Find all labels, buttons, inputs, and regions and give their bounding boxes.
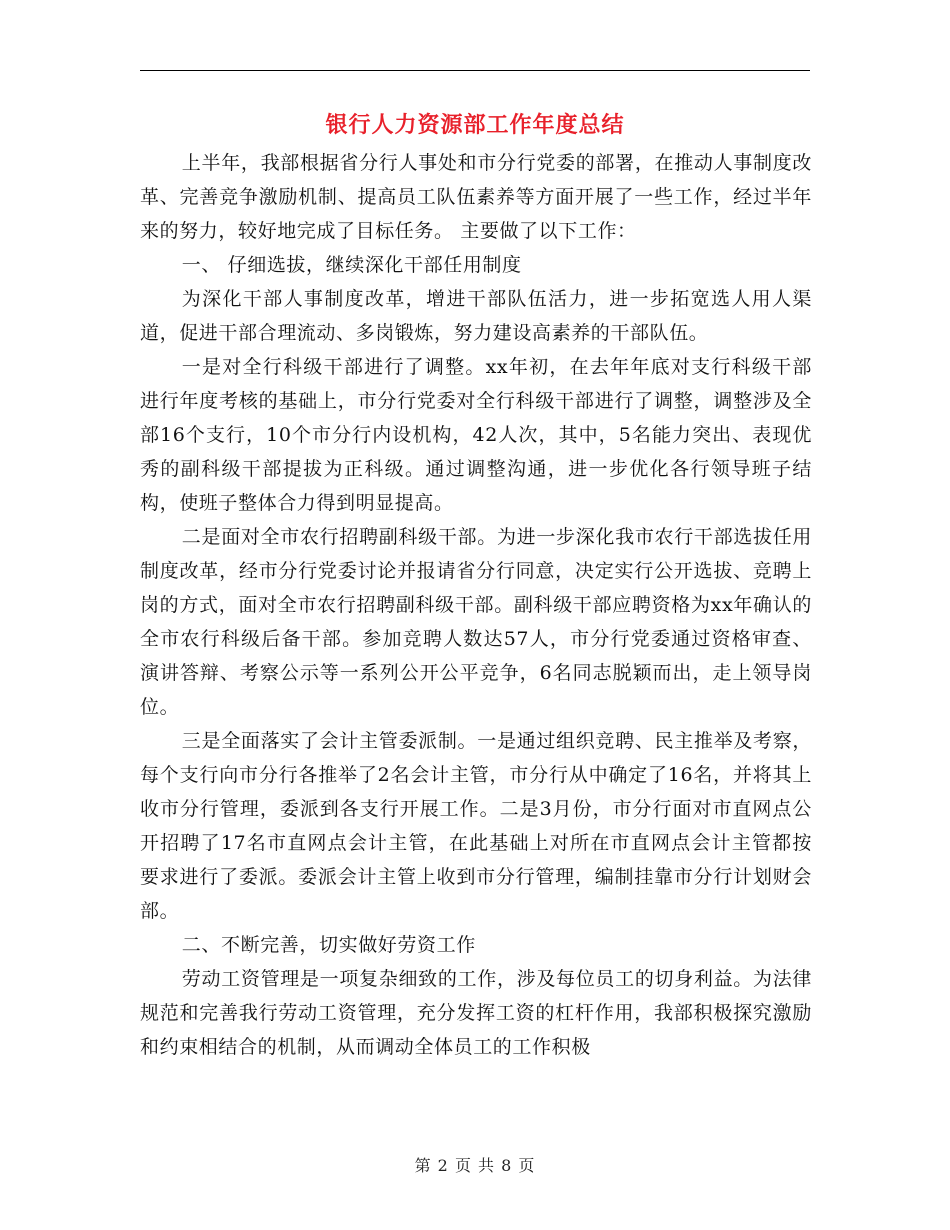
paragraph: 三是全面落实了会计主管委派制。一是通过组织竞聘、民主推举及考察，每个支行向市分行各推举了2名会计主管，市分行从中确定了16名，并将其上收市分行管理，委派到各支行开展工作。二是3月份，市分行面对市直网点公开招聘了17名市直网点会计主管，在此基础上对所在市直网点会计主管都按要求进行了委派。委派会计主管上收到市分行管理，编制挂靠市分行计划财会部。 bbox=[140, 730, 812, 922]
paragraph: 二是面对全市农行招聘副科级干部。为进一步深化我市农行干部选拔任用制度改革，经市分行党委讨论并报请省分行同意，决定实行公开选拔、竞聘上岗的方式，面对全市农行招聘副科级干部。副科级干部应聘资格为xx年确认的全市农行科级后备干部。参加竞聘人数达57人，市分行党委通过资格审查、演讲答辩、考察公示等一系列公开公平竞争，6名同志脱颖而出，走上领导岗位。 bbox=[140, 526, 812, 718]
paragraph-intro: 上半年，我部根据省分行人事处和市分行党委的部署，在推动人事制度改革、完善竞争激励机制、提高员工队伍素养等方面开展了一些工作，经过半年来的努力，较好地完成了目标任务。 主要做了以下工作： bbox=[140, 152, 812, 242]
paragraph: 一是对全行科级干部进行了调整。xx年初，在去年年底对支行科级干部进行年度考核的基础上，市分行党委对全行科级干部进行了调整，调整涉及全部16个支行，10个市分行内设机构，42人次，其中，5名能力突出、表现优秀的副科级干部提拔为正科级。通过调整沟通，进一步优化各行领导班子结构，使班子整体合力得到明显提高。 bbox=[140, 356, 812, 514]
document-title: 银行人力资源部工作年度总结 bbox=[325, 112, 625, 138]
document-body bbox=[140, 146, 812, 1064]
section-heading-1: 一、 仔细选拔，继续深化干部任用制度 bbox=[181, 254, 522, 276]
page-footer: 第 2 页 共 8 页 bbox=[414, 1156, 536, 1175]
section-heading-2: 二、不断完善，切实做好劳资工作 bbox=[181, 934, 476, 956]
header-rule bbox=[140, 70, 810, 71]
paragraph: 为深化干部人事制度改革，增进干部队伍活力，进一步拓宽选人用人渠道，促进干部合理流动、多岗锻炼，努力建设高素养的干部队伍。 bbox=[140, 288, 812, 344]
paragraph: 劳动工资管理是一项复杂细致的工作，涉及每位员工的切身利益。为法律规范和完善我行劳动工资管理，充分发挥工资的杠杆作用，我部积极探究激励和约束相结合的机制，从而调动全体员工的工作积极 bbox=[140, 968, 812, 1058]
